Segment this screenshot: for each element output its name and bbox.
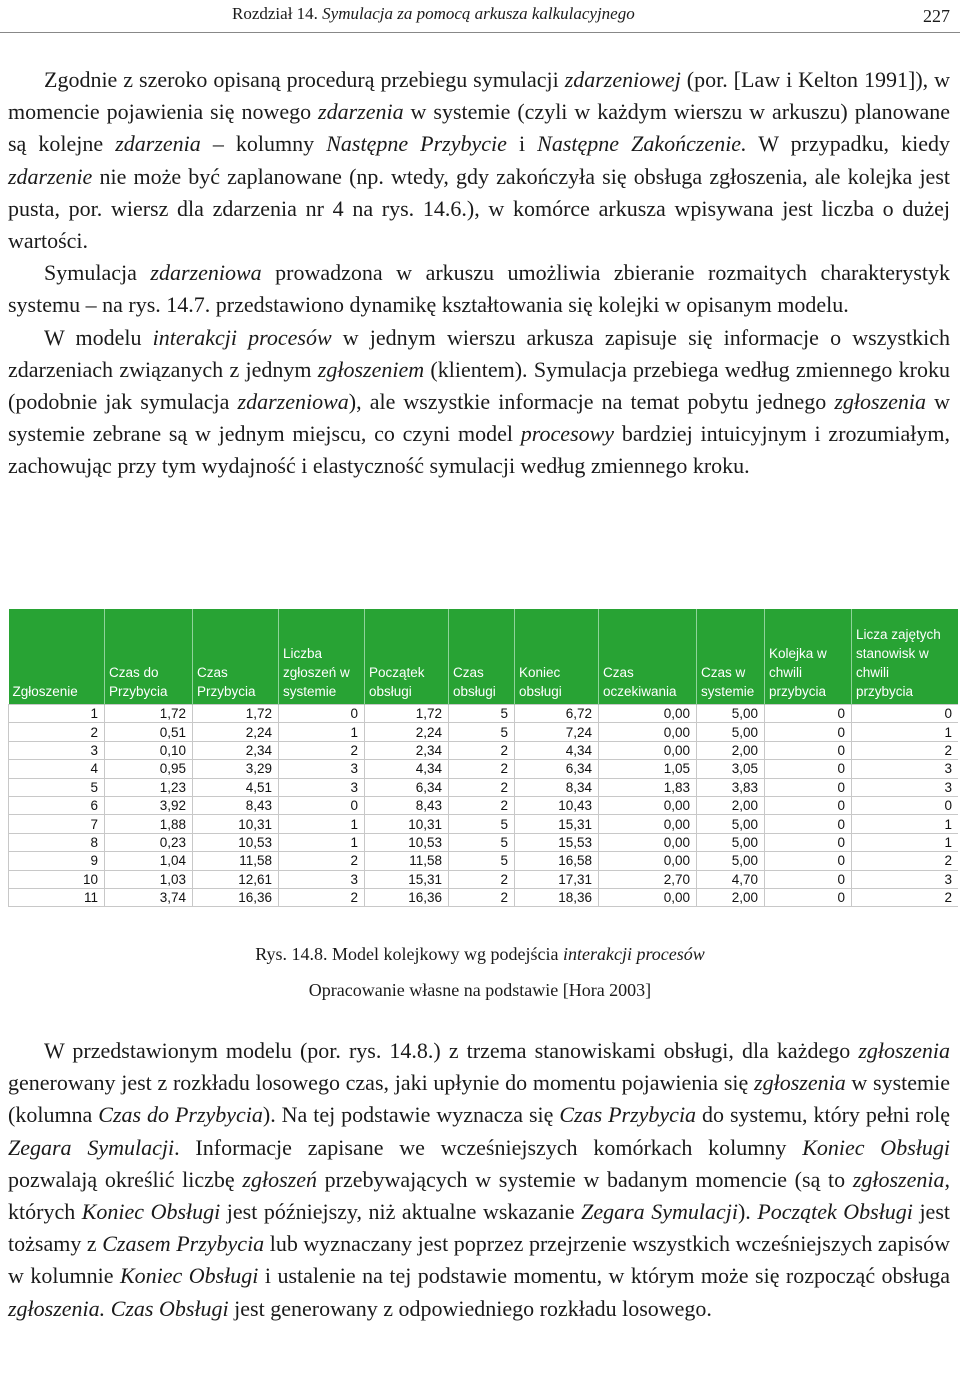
table-cell: 0 <box>279 705 365 723</box>
figure-caption <box>0 944 960 965</box>
table-cell: 2 <box>449 741 515 759</box>
table-cell: 3,74 <box>105 888 193 906</box>
emphasis-text: zdarzenia <box>115 131 201 157</box>
table-cell: 3,29 <box>193 760 279 778</box>
table-cell: 0,00 <box>599 796 697 814</box>
emphasis-text: zgłoszenia <box>834 389 927 415</box>
text-run: do systemu, który pełni rolę <box>696 1102 950 1128</box>
page-number: 227 <box>923 6 950 26</box>
table-row <box>9 796 959 814</box>
table-cell: 2 <box>9 723 105 741</box>
table-body <box>9 705 959 907</box>
emphasis-text: Następne Przybycie <box>326 131 507 157</box>
table-cell: 3 <box>9 741 105 759</box>
text-run: i <box>506 131 538 157</box>
text-run: pozwalają określić liczbę <box>8 1166 243 1192</box>
text-run: (klientem). Symulacja przebiega według zmiennego kroku (podobnie jak symulacja <box>8 356 951 415</box>
table-cell: 2 <box>449 760 515 778</box>
table-cell: 2 <box>449 888 515 906</box>
column-header: Liczba zgłoszeń w systemie <box>279 609 365 705</box>
table-cell: 0 <box>279 796 365 814</box>
column-header: Czas Przybycia <box>193 609 279 705</box>
emphasis-text: zgłoszeń <box>242 1166 317 1192</box>
table-cell: 16,36 <box>193 888 279 906</box>
text-run: – kolumny <box>200 131 327 157</box>
chapter-title <box>232 4 635 24</box>
table-cell: 0 <box>765 778 852 796</box>
table-cell: 0 <box>765 888 852 906</box>
table-cell: 1,72 <box>365 705 449 723</box>
table-cell: 0,95 <box>105 760 193 778</box>
table-cell: 2 <box>852 888 959 906</box>
table-cell: 3 <box>279 760 365 778</box>
table-cell: 10,43 <box>515 796 599 814</box>
simulation-table <box>8 609 958 907</box>
text-run: i ustalenie na tej podstawie momentu, w którym może się rozpocząć obsługa <box>258 1263 950 1289</box>
table-cell: 5,00 <box>697 723 765 741</box>
table-cell: 2 <box>449 778 515 796</box>
emphasis-text: Początek Obsługi <box>757 1199 913 1225</box>
table-header-row <box>9 609 959 705</box>
table-cell: 5,00 <box>697 833 765 851</box>
text-run: Rys. 14.8. Model kolejkowy wg podejścia <box>255 944 563 964</box>
table-cell: 0,51 <box>105 723 193 741</box>
text-run: (por. [Law i Kelton 1991]), w momencie pojawienia się nowego <box>8 67 950 125</box>
emphasis-text: zgłoszenia <box>858 1038 950 1063</box>
table-cell: 9 <box>9 852 105 870</box>
table-cell: 2 <box>852 852 959 870</box>
table-cell: 1 <box>279 833 365 851</box>
table-cell: 0 <box>765 870 852 888</box>
table-cell: 11,58 <box>365 852 449 870</box>
table-cell: 5 <box>449 815 515 833</box>
table-cell: 10,53 <box>193 833 279 851</box>
table-cell: 1 <box>852 833 959 851</box>
table-cell: 0,00 <box>599 888 697 906</box>
table-cell: 1,72 <box>105 705 193 723</box>
table-cell: 15,31 <box>365 870 449 888</box>
table-cell: 0 <box>765 815 852 833</box>
table-row <box>9 705 959 723</box>
table-cell: 8,43 <box>365 796 449 814</box>
text-run: W przedstawionym modelu (por. rys. 14.8.) z trzema stanowiskami obsługi, dla każdego <box>44 1038 859 1063</box>
emphasis-text: interakcji procesów <box>152 324 332 350</box>
emphasis-text: interakcji procesów <box>562 944 705 964</box>
table-row <box>9 760 959 778</box>
emphasis-text: Symulacja za pomocą arkusza kalkulacyjnego <box>322 4 635 23</box>
text-run: ). <box>737 1199 758 1225</box>
table-cell: 4 <box>9 760 105 778</box>
emphasis-text: Zegara Symulacji <box>581 1199 738 1225</box>
table-cell: 1,88 <box>105 815 193 833</box>
table-cell: 0 <box>765 760 852 778</box>
table-cell: 2,34 <box>193 741 279 759</box>
text-run: w systemie zebrane są w jednym miejscu, co czyni model <box>8 389 951 447</box>
table-cell: 2,34 <box>365 741 449 759</box>
table-cell: 0,00 <box>599 833 697 851</box>
table-cell: 10,31 <box>365 815 449 833</box>
table-cell: 10 <box>9 870 105 888</box>
table-cell: 5 <box>449 833 515 851</box>
table-cell: 6,72 <box>515 705 599 723</box>
table-cell: 1,05 <box>599 760 697 778</box>
emphasis-text: procesowy <box>520 421 615 447</box>
figure-source: Opracowanie własne na podstawie [Hora 2003] <box>308 980 652 1000</box>
column-header: Czas oczekiwania <box>599 609 697 705</box>
table-cell: 4,34 <box>365 760 449 778</box>
table-cell: 2,00 <box>697 888 765 906</box>
text-run: przebywających w systemie w badanym momencie (są to <box>316 1166 853 1192</box>
text-run: W przypadku, kiedy <box>746 131 950 157</box>
table-cell: 4,51 <box>193 778 279 796</box>
text-run: , których <box>8 1166 950 1225</box>
text-run: lub wyznaczany jest poprzez przejrzenie wszystkich wcześniejszych zapisów w kolumnie <box>8 1231 951 1289</box>
column-header: Czas do Przybycia <box>105 609 193 705</box>
table-cell: 0,10 <box>105 741 193 759</box>
table-cell: 2,24 <box>193 723 279 741</box>
emphasis-text: Koniec Obsługi <box>81 1199 221 1225</box>
table-cell: 5,00 <box>697 705 765 723</box>
table-cell: 6,34 <box>365 778 449 796</box>
table-cell: 6,34 <box>515 760 599 778</box>
text-run: nie może być zaplanowane (np. wtedy, gdy zakończyła się obsługa zgłoszenia, ale kolejka jest pusta, por. wiersz dla zdarzenia nr 4 na rys. 14.6.), w komórce arkusza wpisywana jest liczba o dużej wartości. <box>8 163 950 254</box>
table-cell: 0,00 <box>599 852 697 870</box>
text-run: generowany jest z rozkładu losowego czas, jaki upłynie do momentu pojawienia się <box>8 1070 755 1096</box>
text-run: w jednym wierszu arkusza zapisuje się informacje o wszystkich zdarzeniach związanych z jednym <box>8 324 950 382</box>
table-row <box>9 870 959 888</box>
text-run: w systemie (czyli w każdym wierszu w arkuszu) planowane są kolejne <box>8 99 950 157</box>
running-header <box>0 2 960 33</box>
emphasis-text: zdarzeniowej <box>564 67 681 92</box>
column-header: Licza zajętych stanowisk w chwili przybycia <box>852 609 959 705</box>
table-cell: 0,00 <box>599 741 697 759</box>
table-row <box>9 723 959 741</box>
table-cell: 2 <box>852 741 959 759</box>
table-cell: 1,04 <box>105 852 193 870</box>
table-cell: 0 <box>765 741 852 759</box>
column-header: Czas w systemie <box>697 609 765 705</box>
table-cell: 1 <box>852 723 959 741</box>
table-cell: 16,36 <box>365 888 449 906</box>
emphasis-text: Czas do Przybycia <box>98 1102 263 1128</box>
emphasis-text: zgłoszenia <box>852 1166 945 1192</box>
table-cell: 2 <box>279 741 365 759</box>
table-cell: 0,00 <box>599 723 697 741</box>
text-run: . Informacje zapisane we wcześniejszych komórkach kolumny <box>174 1134 803 1160</box>
table-cell: 3,83 <box>697 778 765 796</box>
table-cell: 2 <box>449 870 515 888</box>
text-run: bardziej intuicyjnym i zrozumiałym, zachowując przy tym wydajność i elastyczność symulacji według zmiennego kroku. <box>8 421 950 479</box>
table-cell: 7 <box>9 815 105 833</box>
table-row <box>9 852 959 870</box>
table-cell: 0 <box>852 796 959 814</box>
emphasis-text: Czasem Przybycia <box>102 1231 265 1257</box>
emphasis-text: zgłoszenia <box>754 1070 846 1096</box>
table-row <box>9 741 959 759</box>
column-header: Zgłoszenie <box>9 609 105 705</box>
table-cell: 2 <box>279 852 365 870</box>
table-cell: 2,00 <box>697 796 765 814</box>
table-cell: 5 <box>449 705 515 723</box>
table-cell: 0 <box>765 796 852 814</box>
table-cell: 5 <box>9 778 105 796</box>
column-header: Początek obsługi <box>365 609 449 705</box>
paragraph <box>8 64 950 257</box>
table-cell: 1,83 <box>599 778 697 796</box>
table-cell: 5,00 <box>697 852 765 870</box>
figure-spreadsheet <box>8 609 958 913</box>
text-run: jest tożsamy z <box>8 1199 950 1257</box>
emphasis-text: zdarzenie <box>8 163 93 189</box>
table-cell: 17,31 <box>515 870 599 888</box>
table-cell: 1,03 <box>105 870 193 888</box>
table-cell: 0,00 <box>599 815 697 833</box>
table-cell: 7,24 <box>515 723 599 741</box>
table-cell: 6 <box>9 796 105 814</box>
column-header: Czas obsługi <box>449 609 515 705</box>
table-cell: 0,23 <box>105 833 193 851</box>
table-row <box>9 815 959 833</box>
table-cell: 15,31 <box>515 815 599 833</box>
table-cell: 1 <box>279 815 365 833</box>
emphasis-text: Koniec Obsługi <box>119 1263 259 1289</box>
table-cell: 10,53 <box>365 833 449 851</box>
paragraph <box>8 1035 950 1325</box>
column-header: Kolejka w chwili przybycia <box>765 609 852 705</box>
paragraph <box>8 257 950 321</box>
table-cell: 2,70 <box>599 870 697 888</box>
emphasis-text: zgłoszeniem <box>317 356 425 382</box>
table-cell: 11,58 <box>193 852 279 870</box>
table-row <box>9 888 959 906</box>
table-cell: 0 <box>765 705 852 723</box>
emphasis-text: zdarzenia <box>318 99 404 125</box>
paragraph <box>8 322 950 483</box>
table-cell: 2 <box>449 796 515 814</box>
text-run: Symulacja <box>44 260 151 286</box>
table-cell: 8,43 <box>193 796 279 814</box>
table-cell: 5 <box>449 852 515 870</box>
table-cell: 8 <box>9 833 105 851</box>
table-cell: 2 <box>279 888 365 906</box>
body-text-bottom <box>8 1035 950 1325</box>
emphasis-text: Czas Obsługi <box>110 1295 229 1321</box>
table-cell: 0,00 <box>599 705 697 723</box>
emphasis-text: Czas Przybycia <box>559 1102 697 1128</box>
table-cell: 1 <box>852 815 959 833</box>
emphasis-text: Koniec Obsługi <box>802 1134 950 1160</box>
table-cell: 0 <box>852 705 959 723</box>
emphasis-text: zdarzeniowa <box>237 389 349 415</box>
table-row <box>9 778 959 796</box>
text-run: jest generowany z odpowiedniego rozkładu losowego. <box>228 1295 712 1321</box>
table-cell: 3,05 <box>697 760 765 778</box>
table-cell: 5,00 <box>697 815 765 833</box>
table-row <box>9 833 959 851</box>
text-run: W modelu <box>44 324 153 350</box>
emphasis-text: zgłoszenia. <box>8 1295 106 1321</box>
text-run: jest późniejszy, niż aktualne wskazanie <box>220 1199 582 1225</box>
text-run: ). Na tej podstawie wyznacza się <box>262 1102 560 1128</box>
table-cell: 1,23 <box>105 778 193 796</box>
table-cell: 1,72 <box>193 705 279 723</box>
emphasis-text: Następne Zakończenie. <box>537 131 747 157</box>
table-cell: 15,53 <box>515 833 599 851</box>
table-cell: 0 <box>765 723 852 741</box>
table-cell: 1 <box>279 723 365 741</box>
table-cell: 4,70 <box>697 870 765 888</box>
table-cell: 0 <box>765 852 852 870</box>
body-text-top <box>8 64 950 483</box>
text-run: ), ale wszystkie informacje na temat pobytu jednego <box>348 389 835 415</box>
table-cell: 1 <box>9 705 105 723</box>
table-cell: 2,24 <box>365 723 449 741</box>
table-cell: 3 <box>852 870 959 888</box>
table-cell: 3 <box>852 760 959 778</box>
table-cell: 11 <box>9 888 105 906</box>
text-run: w systemie (kolumna <box>8 1070 950 1128</box>
table-cell: 12,61 <box>193 870 279 888</box>
table-cell: 0 <box>765 833 852 851</box>
table-cell: 5 <box>449 723 515 741</box>
table-cell: 2,00 <box>697 741 765 759</box>
table-cell: 3 <box>279 778 365 796</box>
table-cell: 3 <box>279 870 365 888</box>
table-cell: 4,34 <box>515 741 599 759</box>
table-cell: 10,31 <box>193 815 279 833</box>
table-cell: 3,92 <box>105 796 193 814</box>
text-run: Rozdział 14. <box>232 4 323 23</box>
text-run: Zgodnie z szeroko opisaną procedurą przebiegu symulacji <box>44 67 565 92</box>
text-run: prowadzona w arkuszu umożliwia zbieranie rozmaitych charakterystyk systemu – na rys. 14.7. przedstawiono dynamikę kształtowania się kolejki w opisanym modelu. <box>8 260 950 318</box>
emphasis-text: zdarzeniowa <box>150 260 262 286</box>
column-header: Koniec obsługi <box>515 609 599 705</box>
table-cell: 8,34 <box>515 778 599 796</box>
emphasis-text: Zegara Symulacji <box>8 1134 175 1160</box>
table-cell: 16,58 <box>515 852 599 870</box>
table-cell: 3 <box>852 778 959 796</box>
table-cell: 18,36 <box>515 888 599 906</box>
